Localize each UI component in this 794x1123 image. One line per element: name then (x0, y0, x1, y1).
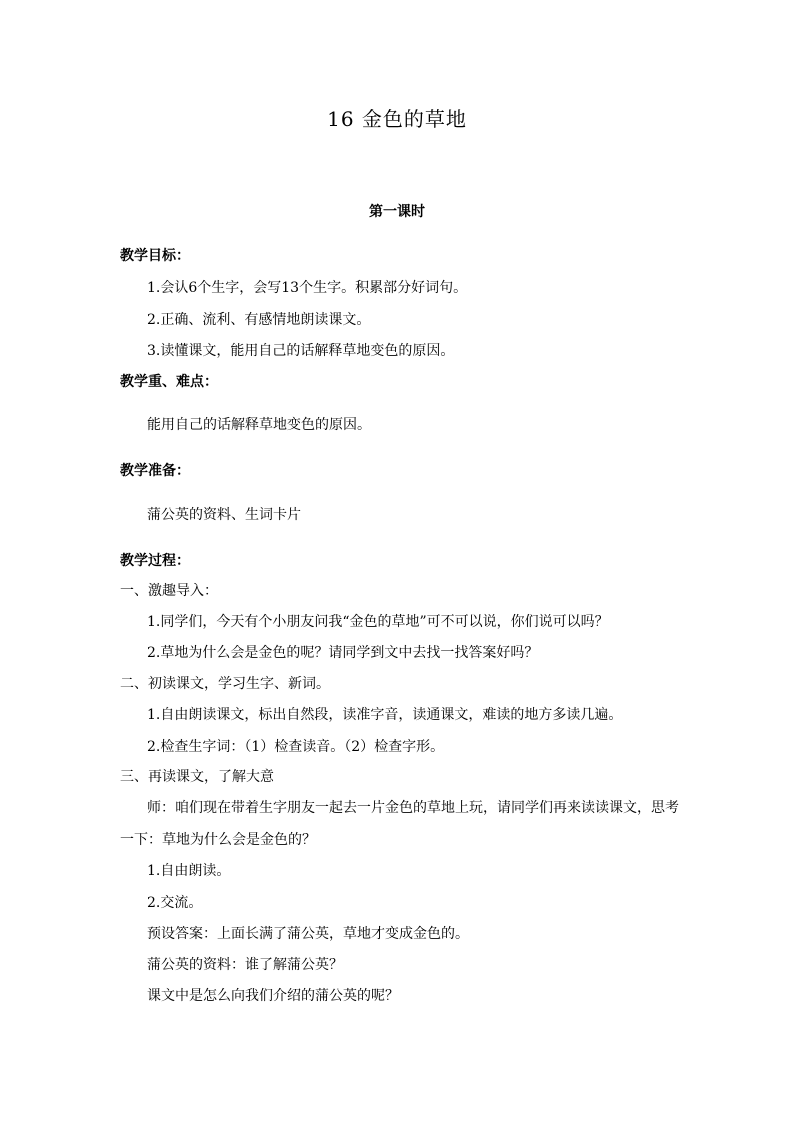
step-item: 2.交流。 (147, 895, 203, 911)
key-points-heading: 教学重、难点： (120, 374, 218, 390)
objective-item: 1.会认6个生字，会写13个生字。积累部分好词句。 (147, 280, 468, 296)
lesson-title: 16 金色的草地 (327, 107, 467, 131)
step-item: 1.自由朗读。 (147, 863, 231, 879)
objective-item: 2.正确、流利、有感情地朗读课文。 (147, 312, 371, 328)
preparation-heading: 教学准备： (120, 463, 190, 479)
objective-item: 3.读懂课文，能用自己的话解释草地变色的原因。 (147, 343, 455, 359)
step-title: 二、初读课文，学习生字、新词。 (120, 676, 330, 692)
lesson-period: 第一课时 (369, 204, 425, 220)
step-item: 1.自由朗读课文，标出自然段，读准字音，读通课文，难读的地方多读几遍。 (147, 707, 623, 723)
step-item: 蒲公英的资料：谁了解蒲公英？ (147, 957, 343, 973)
objectives-heading: 教学目标： (120, 248, 190, 264)
step-item: 2.草地为什么会是金色的呢？请同学到文中去找一找答案好吗？ (147, 645, 539, 661)
paragraph-line: 一下：草地为什么会是金色的？ (120, 832, 316, 848)
step-item: 1.同学们，今天有个小朋友问我“金色的草地”可不可以说，你们说可以吗？ (147, 614, 609, 630)
step-title: 三、再读课文，了解大意 (120, 769, 274, 785)
key-points-text: 能用自己的话解释草地变色的原因。 (147, 417, 371, 433)
step-item: 课文中是怎么向我们介绍的蒲公英的呢？ (147, 988, 399, 1004)
preparation-text: 蒲公英的资料、生词卡片 (147, 507, 301, 523)
step-title: 一、激趣导入： (120, 583, 218, 599)
paragraph-line: 师：咱们现在带着生字朋友一起去一片金色的草地上玩，请同学们再来读读课文，思考 (147, 800, 679, 816)
process-heading: 教学过程： (120, 553, 190, 569)
step-item: 预设答案：上面长满了蒲公英，草地才变成金色的。 (147, 926, 469, 942)
step-item: 2.检查生字词：（1）检查读音。（2）检查字形。 (147, 739, 445, 755)
